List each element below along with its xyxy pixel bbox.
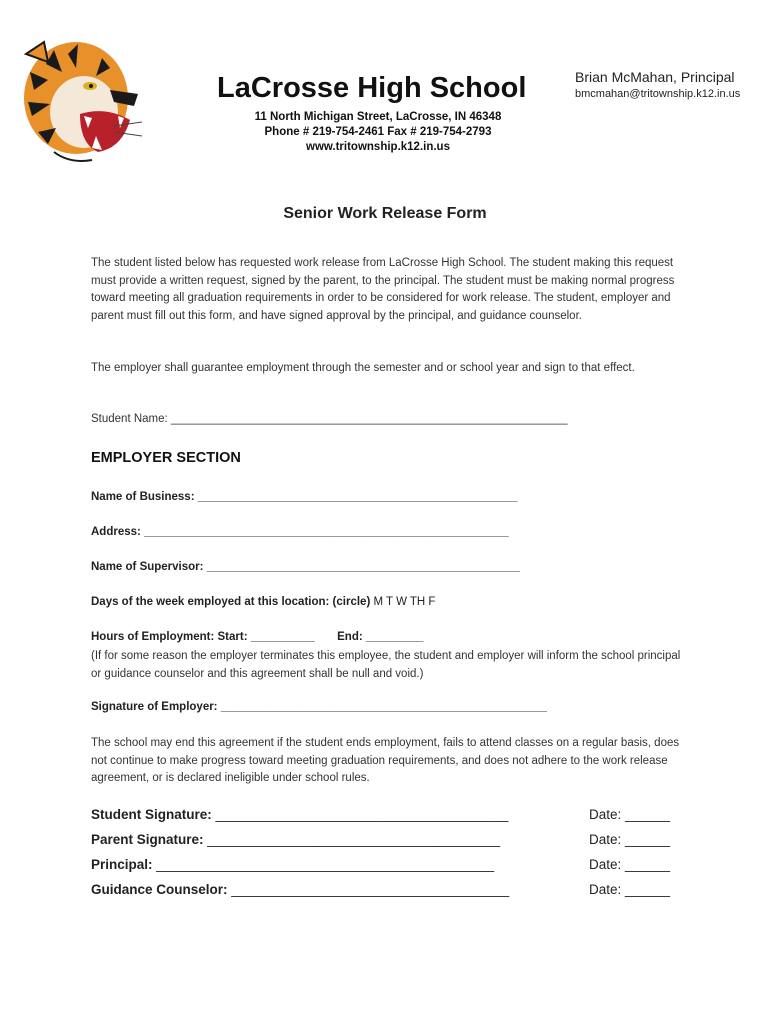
supervisor-name-blank[interactable]: _________________________________________________ xyxy=(206,561,521,573)
school-phone-fax: Phone # 219-754-2461 Fax # 219-754-2793 xyxy=(264,126,492,138)
business-name-blank[interactable]: __________________________________________________ xyxy=(197,491,518,503)
business-address-label: Address: xyxy=(91,526,141,538)
student-signature-field[interactable] xyxy=(91,807,508,822)
intro-paragraph: The student listed below has requested work release from LaCrosse High School. The student making this request must provide a written request, signed by the parent, to the principal. The student must be making normal progress toward meeting all graduation requirements in order to be considered for work release. The student, employer and parent must fill out this form, and have signed approval by the principal, and guidance counselor. xyxy=(91,257,675,322)
tiger-head-logo xyxy=(14,32,146,168)
employer-signature-field[interactable] xyxy=(91,701,547,713)
principal-signature-label: Principal: xyxy=(91,857,153,872)
school-address-block xyxy=(217,110,539,155)
student-signature-label: Student Signature: xyxy=(91,807,212,822)
business-address-blank[interactable]: _________________________________________________________ xyxy=(144,526,509,538)
days-employed-field[interactable] xyxy=(91,596,435,608)
student-signature-date[interactable]: Date: ______ xyxy=(589,807,671,822)
student-signature-blank[interactable]: _______________________________________ xyxy=(215,807,509,822)
principal-signature-date[interactable]: Date: ______ xyxy=(589,857,671,872)
parent-signature-blank[interactable]: _______________________________________ xyxy=(207,832,501,847)
termination-note: (If for some reason the employer terminates this employee, the student and employer will inform the school principal or guidance counselor and this agreement shall be null and void.) xyxy=(91,650,681,680)
principal-name: Brian McMahan, Principal xyxy=(575,69,735,85)
days-employed-label: Days of the week employed at this location: (circle) xyxy=(91,596,371,608)
employer-section-heading: EMPLOYER SECTION xyxy=(91,450,241,466)
business-name-field[interactable] xyxy=(91,491,518,503)
school-website: www.tritownship.k12.in.us xyxy=(306,141,450,153)
guidance-counselor-signature-field[interactable] xyxy=(91,882,509,897)
hours-of-employment-field[interactable] xyxy=(91,631,423,643)
principal-signature-field[interactable] xyxy=(91,857,494,872)
hours-start-label: Hours of Employment: Start: xyxy=(91,631,248,643)
hours-start-blank[interactable]: __________ xyxy=(250,631,315,643)
principal-email: bmcmahan@tritownship.k12.in.us xyxy=(575,88,741,100)
supervisor-name-field[interactable] xyxy=(91,561,520,573)
principal-signature-blank[interactable]: _____________________________________________ xyxy=(156,857,495,872)
employer-guarantee-paragraph: The employer shall guarantee employment through the semester and or school year and sign to that effect. xyxy=(91,362,635,374)
school-address: 11 North Michigan Street, LaCrosse, IN 46348 xyxy=(254,111,502,123)
student-name-field[interactable] xyxy=(91,413,567,425)
guidance-counselor-signature-date[interactable]: Date: ______ xyxy=(589,882,671,897)
business-address-field[interactable] xyxy=(91,526,509,538)
supervisor-name-label: Name of Supervisor: xyxy=(91,561,204,573)
hours-end-label: End: xyxy=(337,631,363,643)
employer-signature-blank[interactable]: ___________________________________________________ xyxy=(220,701,547,713)
business-name-label: Name of Business: xyxy=(91,491,195,503)
employer-signature-label: Signature of Employer: xyxy=(91,701,218,713)
school-name: LaCrosse High School xyxy=(217,72,527,104)
principal-contact xyxy=(575,69,740,100)
parent-signature-date[interactable]: Date: ______ xyxy=(589,832,671,847)
student-name-label: Student Name: xyxy=(91,413,168,425)
hours-end-blank[interactable]: _________ xyxy=(365,631,424,643)
student-name-blank[interactable]: ______________________________________________________________ xyxy=(170,413,568,425)
agreement-paragraph: The school may end this agreement if the student ends employment, fails to attend classes on a regular basis, does not continue to make progress toward meeting graduation requirements, and does not adhere to the work release agreement, or is declared ineligible under school rules. xyxy=(91,737,680,784)
guidance-counselor-signature-label: Guidance Counselor: xyxy=(91,882,228,897)
form-title: Senior Work Release Form xyxy=(283,205,487,222)
guidance-counselor-signature-blank[interactable]: _____________________________________ xyxy=(231,882,510,897)
parent-signature-field[interactable] xyxy=(91,832,500,847)
days-options[interactable]: M T W TH F xyxy=(373,596,436,608)
parent-signature-label: Parent Signature: xyxy=(91,832,204,847)
